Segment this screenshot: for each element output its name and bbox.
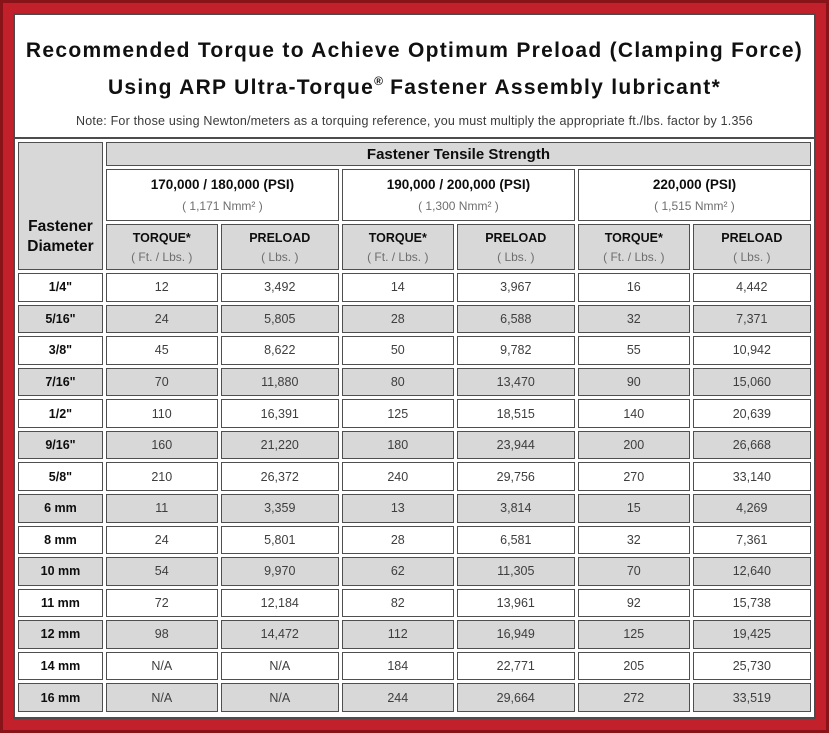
value-cell: 45 <box>106 336 218 365</box>
table-row <box>18 305 811 334</box>
diameter-cell: 16 mm <box>18 683 103 712</box>
registered-trademark-symbol: ® <box>374 74 384 88</box>
value-cell: 13,470 <box>457 368 575 397</box>
value-cell: 140 <box>578 399 690 428</box>
torque-column-header <box>342 224 454 270</box>
value-cell: 3,814 <box>457 494 575 523</box>
value-cell: 26,668 <box>693 431 811 460</box>
psi-value: 220,000 (PSI) <box>652 177 737 192</box>
torque-column-header <box>578 224 690 270</box>
value-cell: N/A <box>221 652 339 681</box>
value-cell: 4,442 <box>693 273 811 302</box>
column-header-row <box>18 224 811 270</box>
column-label: PRELOAD <box>721 230 783 245</box>
value-cell: 15 <box>578 494 690 523</box>
value-cell: 11,305 <box>457 557 575 586</box>
value-cell: 7,361 <box>693 526 811 555</box>
fastener-diameter-header: Fastener Diameter <box>18 142 103 270</box>
preload-column-header <box>221 224 339 270</box>
value-cell: 270 <box>578 462 690 491</box>
value-cell: 6,588 <box>457 305 575 334</box>
table-row <box>18 462 811 491</box>
value-cell: 14,472 <box>221 620 339 649</box>
table-row <box>18 557 811 586</box>
diameter-cell: 1/2" <box>18 399 103 428</box>
value-cell: 70 <box>106 368 218 397</box>
value-cell: 3,492 <box>221 273 339 302</box>
value-cell: 28 <box>342 305 454 334</box>
value-cell: 26,372 <box>221 462 339 491</box>
value-cell: 125 <box>342 399 454 428</box>
column-unit: ( Ft. / Lbs. ) <box>367 249 429 264</box>
value-cell: 210 <box>106 462 218 491</box>
table-row <box>18 589 811 618</box>
diameter-cell: 3/8" <box>18 336 103 365</box>
torque-chart-frame <box>13 13 816 719</box>
table-row <box>18 273 811 302</box>
value-cell: 4,269 <box>693 494 811 523</box>
value-cell: 20,639 <box>693 399 811 428</box>
diameter-cell: 7/16" <box>18 368 103 397</box>
value-cell: 10,942 <box>693 336 811 365</box>
preload-column-header <box>693 224 811 270</box>
psi-value: 190,000 / 200,000 (PSI) <box>386 177 531 192</box>
value-cell: 5,805 <box>221 305 339 334</box>
title-section <box>15 15 814 139</box>
value-cell: 112 <box>342 620 454 649</box>
value-cell: 160 <box>106 431 218 460</box>
preload-column-header <box>457 224 575 270</box>
column-label: TORQUE* <box>368 230 427 245</box>
psi-header-row <box>18 169 811 221</box>
page-title <box>15 36 814 103</box>
nmm2-value: ( 1,171 Nmm² ) <box>182 199 263 213</box>
value-cell: 11,880 <box>221 368 339 397</box>
value-cell: 55 <box>578 336 690 365</box>
table-body <box>18 273 811 712</box>
value-cell: 125 <box>578 620 690 649</box>
table-row <box>18 368 811 397</box>
value-cell: 90 <box>578 368 690 397</box>
value-cell: 16,949 <box>457 620 575 649</box>
table-row <box>18 652 811 681</box>
diameter-cell: 8 mm <box>18 526 103 555</box>
nmm2-value: ( 1,300 Nmm² ) <box>418 199 499 213</box>
value-cell: N/A <box>221 683 339 712</box>
value-cell: N/A <box>106 652 218 681</box>
diameter-cell: 14 mm <box>18 652 103 681</box>
table-row <box>18 399 811 428</box>
column-unit: ( Lbs. ) <box>733 249 771 264</box>
value-cell: 29,664 <box>457 683 575 712</box>
value-cell: 24 <box>106 305 218 334</box>
table-row <box>18 683 811 712</box>
value-cell: 25,730 <box>693 652 811 681</box>
column-label: TORQUE* <box>132 230 191 245</box>
value-cell: 19,425 <box>693 620 811 649</box>
value-cell: 240 <box>342 462 454 491</box>
diameter-cell: 11 mm <box>18 589 103 618</box>
value-cell: 180 <box>342 431 454 460</box>
value-cell: 184 <box>342 652 454 681</box>
value-cell: 6,581 <box>457 526 575 555</box>
value-cell: 7,371 <box>693 305 811 334</box>
value-cell: 200 <box>578 431 690 460</box>
value-cell: 54 <box>106 557 218 586</box>
torque-column-header <box>106 224 218 270</box>
nmm2-value: ( 1,515 Nmm² ) <box>654 199 735 213</box>
diameter-cell: 9/16" <box>18 431 103 460</box>
table-row <box>18 620 811 649</box>
value-cell: 72 <box>106 589 218 618</box>
tensile-strength-header: Fastener Tensile Strength <box>106 142 811 166</box>
psi-value: 170,000 / 180,000 (PSI) <box>150 177 295 192</box>
value-cell: 22,771 <box>457 652 575 681</box>
value-cell: 50 <box>342 336 454 365</box>
value-cell: N/A <box>106 683 218 712</box>
value-cell: 205 <box>578 652 690 681</box>
value-cell: 29,756 <box>457 462 575 491</box>
value-cell: 62 <box>342 557 454 586</box>
column-label: PRELOAD <box>485 230 547 245</box>
value-cell: 82 <box>342 589 454 618</box>
value-cell: 16 <box>578 273 690 302</box>
value-cell: 18,515 <box>457 399 575 428</box>
value-cell: 98 <box>106 620 218 649</box>
value-cell: 12 <box>106 273 218 302</box>
value-cell: 80 <box>342 368 454 397</box>
value-cell: 3,967 <box>457 273 575 302</box>
conversion-note: Note: For those using Newton/meters as a torquing reference, you must multiply the appropriate ft./lbs. factor by 1.356 <box>76 114 753 128</box>
value-cell: 21,220 <box>221 431 339 460</box>
diameter-cell: 12 mm <box>18 620 103 649</box>
diameter-cell: 6 mm <box>18 494 103 523</box>
column-label: PRELOAD <box>249 230 311 245</box>
value-cell: 13,961 <box>457 589 575 618</box>
torque-preload-table <box>15 139 814 715</box>
table-row <box>18 431 811 460</box>
value-cell: 13 <box>342 494 454 523</box>
value-cell: 3,359 <box>221 494 339 523</box>
value-cell: 33,140 <box>693 462 811 491</box>
value-cell: 33,519 <box>693 683 811 712</box>
value-cell: 15,060 <box>693 368 811 397</box>
value-cell: 23,944 <box>457 431 575 460</box>
column-unit: ( Lbs. ) <box>497 249 535 264</box>
value-cell: 9,970 <box>221 557 339 586</box>
value-cell: 272 <box>578 683 690 712</box>
value-cell: 14 <box>342 273 454 302</box>
psi-group-header <box>342 169 575 221</box>
value-cell: 8,622 <box>221 336 339 365</box>
value-cell: 24 <box>106 526 218 555</box>
value-cell: 32 <box>578 526 690 555</box>
column-unit: ( Lbs. ) <box>261 249 299 264</box>
value-cell: 28 <box>342 526 454 555</box>
value-cell: 5,801 <box>221 526 339 555</box>
psi-group-header <box>106 169 339 221</box>
value-cell: 16,391 <box>221 399 339 428</box>
column-label: TORQUE* <box>604 230 663 245</box>
value-cell: 11 <box>106 494 218 523</box>
value-cell: 32 <box>578 305 690 334</box>
table-row <box>18 494 811 523</box>
value-cell: 15,738 <box>693 589 811 618</box>
diameter-cell: 5/8" <box>18 462 103 491</box>
table-row <box>18 336 811 365</box>
diameter-cell: 1/4" <box>18 273 103 302</box>
column-unit: ( Ft. / Lbs. ) <box>603 249 665 264</box>
title-line-2: Using ARP Ultra-Torque® Fastener Assembly lubricant* <box>107 74 722 99</box>
value-cell: 70 <box>578 557 690 586</box>
value-cell: 110 <box>106 399 218 428</box>
column-unit: ( Ft. / Lbs. ) <box>131 249 193 264</box>
table-row <box>18 526 811 555</box>
value-cell: 244 <box>342 683 454 712</box>
value-cell: 92 <box>578 589 690 618</box>
tensile-strength-row <box>18 142 811 166</box>
diameter-cell: 5/16" <box>18 305 103 334</box>
diameter-cell: 10 mm <box>18 557 103 586</box>
value-cell: 12,184 <box>221 589 339 618</box>
value-cell: 12,640 <box>693 557 811 586</box>
title-line-1: Recommended Torque to Achieve Optimum Preload (Clamping Force) <box>25 39 804 62</box>
psi-group-header <box>578 169 811 221</box>
value-cell: 9,782 <box>457 336 575 365</box>
